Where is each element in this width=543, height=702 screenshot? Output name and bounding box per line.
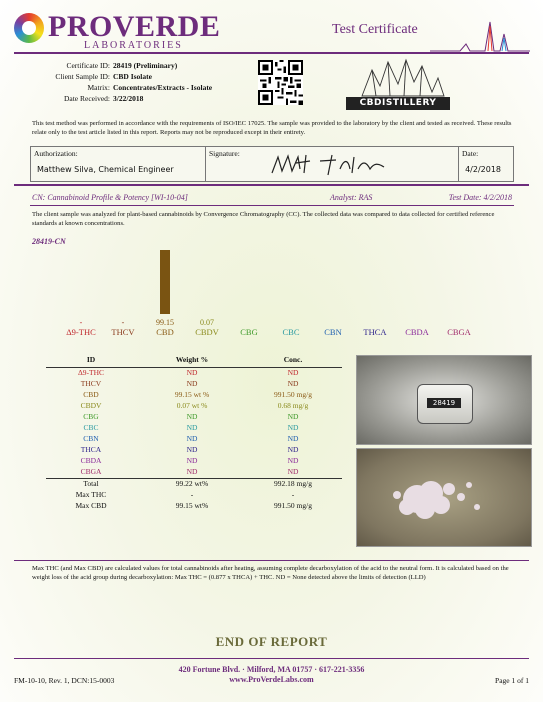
- category-label: THCV: [111, 327, 135, 337]
- value-label: 0.07: [200, 318, 214, 327]
- signature-image: [266, 151, 406, 179]
- cell-conc: ND: [287, 379, 299, 388]
- authorization-date: 4/2/2018: [465, 165, 501, 174]
- client-logo-text: CBDISTILLERY: [346, 97, 450, 110]
- end-of-report: END OF REPORT: [215, 634, 328, 649]
- table-row: [46, 423, 342, 434]
- section-description: The client sample was analyzed for plant-based cannabinoids by Convergence Chromatography (CC). The collected data was compared to data collected for certified reference standards at known concentrations.: [32, 211, 495, 227]
- header-conc: Conc.: [283, 355, 303, 364]
- date-received-label: Date Received:: [63, 94, 110, 103]
- cell-conc: ND: [287, 467, 299, 476]
- cell-conc: ND: [287, 412, 299, 421]
- table-row: [46, 478, 342, 490]
- sample-vial-photo: [356, 355, 532, 445]
- cell-conc: ND: [287, 434, 299, 443]
- authorization-divider: [14, 184, 529, 186]
- cell-conc: -: [291, 490, 295, 499]
- category-label: THCA: [363, 327, 387, 337]
- cell-conc: ND: [287, 456, 299, 465]
- cell-id: Max THC: [75, 490, 107, 499]
- cell-weight: ND: [186, 368, 198, 377]
- sample-id-label: Client Sample ID:: [55, 72, 110, 81]
- cell-id: CBN: [83, 434, 99, 443]
- cell-weight: 99.15 wt%: [175, 501, 209, 510]
- cell-conc: 0.68 mg/g: [277, 401, 309, 410]
- bar-cbd: [160, 250, 170, 314]
- qr-code-icon: [258, 60, 303, 105]
- cell-weight: 99.22 wt%: [175, 479, 209, 488]
- table-header: [46, 355, 342, 368]
- sample-id-value: CBD Isolate: [113, 72, 152, 81]
- section-test-date: Test Date: 4/2/2018: [448, 193, 512, 202]
- cell-weight: 99.15 wt %: [174, 390, 210, 399]
- cell-weight: ND: [186, 445, 198, 454]
- chromatogram-peaks-icon: [430, 14, 530, 54]
- table-row: [46, 501, 342, 512]
- value-label: -: [121, 318, 125, 327]
- date-cell: [459, 147, 513, 181]
- category-label: CBGA: [447, 327, 471, 337]
- brand-subtitle: LABORATORIES: [84, 40, 183, 51]
- cell-id: CBD: [83, 390, 99, 399]
- cell-id: THCA: [80, 445, 102, 454]
- category-label: CBN: [324, 327, 342, 337]
- brand-name: PROVERDE: [48, 10, 221, 43]
- category-label: CBDA: [405, 327, 429, 337]
- cert-id-value: 28419 (Preliminary): [113, 61, 178, 70]
- sample-powder-photo: [356, 448, 532, 547]
- matrix-value: Concentrates/Extracts - Isolate: [113, 83, 213, 92]
- cell-id: CBC: [83, 423, 99, 432]
- section-analyst: Analyst: RAS: [330, 193, 373, 202]
- cannabinoid-bar-chart: [40, 244, 500, 344]
- date-received-value: 3/22/2018: [113, 94, 144, 103]
- sample-label: 28419-CN: [32, 237, 66, 246]
- table-row: [46, 401, 342, 412]
- date-label: Date:: [462, 149, 479, 158]
- logo-icon: [14, 13, 44, 43]
- authorization-cell: [31, 147, 206, 181]
- category-label: CBC: [282, 327, 300, 337]
- cell-id: THCV: [80, 379, 102, 388]
- category-label: CBG: [240, 327, 258, 337]
- cell-id: CBDA: [80, 456, 102, 465]
- cell-weight: ND: [186, 456, 198, 465]
- authorizer-name: Matthew Silva, Chemical Engineer: [37, 165, 174, 174]
- cell-id: Δ9-THC: [77, 368, 105, 377]
- table-row: [46, 412, 342, 423]
- authorization-box: [30, 146, 514, 182]
- cell-id: CBGA: [80, 467, 102, 476]
- cell-conc: ND: [287, 445, 299, 454]
- powder-icon: [357, 449, 531, 546]
- cell-conc: ND: [287, 368, 299, 377]
- cell-id: CBDV: [80, 401, 102, 410]
- header-weight: Weight %: [175, 355, 209, 364]
- value-label: 99.15: [156, 318, 174, 327]
- table-row: [46, 456, 342, 467]
- category-label: Δ9-THC: [66, 327, 96, 337]
- cell-weight: -: [190, 490, 194, 499]
- authorization-label: Authorization:: [34, 149, 78, 158]
- cell-weight: ND: [186, 434, 198, 443]
- section-header: [30, 193, 514, 206]
- cert-id-label: Certificate ID:: [66, 61, 110, 70]
- header-divider: [14, 52, 529, 54]
- footer-website[interactable]: www.ProVerdeLabs.com: [229, 675, 314, 684]
- header-id: ID: [86, 355, 96, 364]
- table-row: [46, 490, 342, 501]
- signature-cell: [206, 147, 459, 181]
- cell-conc: 991.50 mg/g: [274, 390, 312, 399]
- footer-address: 420 Fortune Blvd. · Milford, MA 01757 · 617-221-3356: [178, 665, 365, 674]
- vial-label: 28419: [427, 398, 461, 408]
- cell-conc: 992.18 mg/g: [274, 479, 312, 488]
- value-label: -: [79, 318, 83, 327]
- page-number: Page 1 of 1: [495, 676, 529, 685]
- cell-conc: 991.50 mg/g: [274, 501, 312, 510]
- cell-weight: ND: [186, 412, 198, 421]
- cell-weight: ND: [186, 467, 198, 476]
- table-row: [46, 390, 342, 401]
- section-title: CN: Cannabinoid Profile & Potency [WI-10-04]: [32, 193, 188, 202]
- table-row: [46, 368, 342, 379]
- cell-weight: 0.07 wt %: [176, 401, 208, 410]
- footer-divider: [14, 658, 529, 659]
- category-label: CBD: [156, 327, 174, 337]
- cell-id: Max CBD: [75, 501, 107, 510]
- footnote: Max THC (and Max CBD) are calculated values for total cannabinoids after heating, assuming complete decarboxylation of the acid to the neutral form. It is calculated based on the weight loss of the acid group during decarboxylation: Max THC = (0.877 x THCA) + THC. ND = None detected above the limits of detection (LLD): [32, 565, 509, 581]
- certificate-meta: [20, 60, 250, 108]
- certificate-title: Test Certificate: [332, 22, 418, 37]
- signature-label: Signature:: [209, 149, 240, 158]
- cell-id: Total: [83, 479, 99, 488]
- table-row: [46, 434, 342, 445]
- form-id: FM-10-10, Rev. 1, DCN:15-0003: [14, 676, 115, 685]
- matrix-label: Matrix:: [87, 83, 110, 92]
- results-table: [46, 355, 342, 512]
- cell-weight: ND: [186, 379, 198, 388]
- iso-disclaimer: This test method was performed in accordance with the requirements of ISO/IEC 17025. The sample was provided to the laboratory by the client and tested as received. These results relate only to the test article listed in this report. Reports may not be reproduced except in their entirety.: [32, 120, 512, 136]
- cell-weight: ND: [186, 423, 198, 432]
- table-row: [46, 445, 342, 456]
- table-row: [46, 467, 342, 478]
- cell-conc: ND: [287, 423, 299, 432]
- table-row: [46, 379, 342, 390]
- category-label: CBDV: [195, 327, 219, 337]
- cell-id: CBG: [83, 412, 99, 421]
